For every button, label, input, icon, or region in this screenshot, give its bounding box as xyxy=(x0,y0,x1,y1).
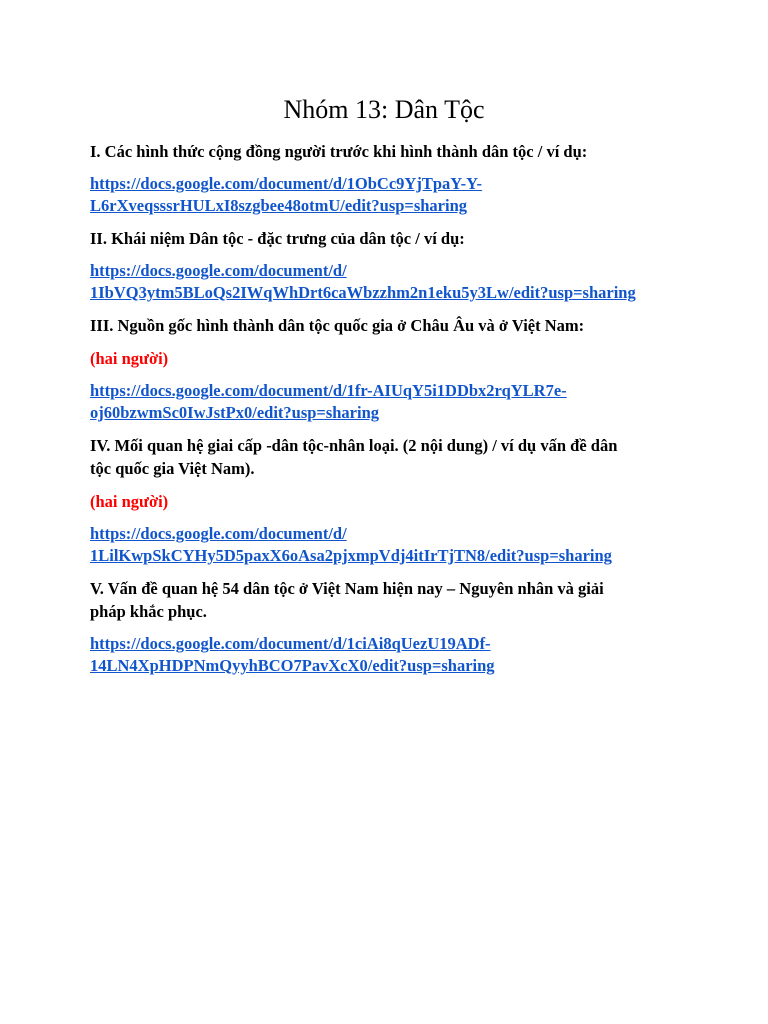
section-3-link-line-1: https://docs.google.com/document/d/1fr-AIUqY5i1DDbx2rqYLR7e- xyxy=(90,381,567,400)
section-4-heading xyxy=(90,434,690,480)
section-5-link-line-1: https://docs.google.com/document/d/1ciAi8qUezU19ADf- xyxy=(90,634,491,653)
section-1-heading: I. Các hình thức cộng đồng người trước khi hình thành dân tộc / ví dụ: xyxy=(90,142,588,161)
section-5-heading-line-2: pháp khắc phục. xyxy=(90,602,207,621)
section-4-link-line-1: https://docs.google.com/document/d/ xyxy=(90,524,347,543)
section-4-link-line-2: 1LilKwpSkCYHy5D5paxX6oAsa2pjxmpVdj4itIrTjTN8/edit?usp=sharing xyxy=(90,546,612,565)
section-3-heading: III. Nguồn gốc hình thành dân tộc quốc gia ở Châu Âu và ở Việt Nam: xyxy=(90,316,585,335)
section-2-link-line-2: 1IbVQ3ytm5BLoQs2IWqWhDrt6caWbzzhm2n1eku5y3Lw/edit?usp=sharing xyxy=(90,283,636,302)
section-3-note: (hai người) xyxy=(90,349,169,368)
section-5-heading xyxy=(90,577,690,623)
section-2-link[interactable] xyxy=(90,260,690,304)
section-4-link[interactable] xyxy=(90,523,690,567)
document-content xyxy=(90,92,690,687)
section-4-heading-line-2: tộc quốc gia Việt Nam). xyxy=(90,459,255,478)
section-1-link-line-2: L6rXveqsssrHULxI8szgbee48otmU/edit?usp=sharing xyxy=(90,196,468,215)
section-1-link-line-1: https://docs.google.com/document/d/1ObCc9YjTpaY-Y- xyxy=(90,174,483,193)
section-5-heading-line-1: V. Vấn đề quan hệ 54 dân tộc ở Việt Nam hiện nay – Nguyên nhân và giải xyxy=(90,579,604,598)
section-1-link[interactable] xyxy=(90,173,690,217)
section-4-heading-line-1: IV. Mối quan hệ giai cấp -dân tộc-nhân loại. (2 nội dung) / ví dụ vấn đề dân xyxy=(90,436,618,455)
section-5-link-line-2: 14LN4XpHDPNmQyyhBCO7PavXcX0/edit?usp=sharing xyxy=(90,656,495,675)
section-3-link-line-2: oj60bzwmSc0IwJstPx0/edit?usp=sharing xyxy=(90,403,380,422)
section-4-note: (hai người) xyxy=(90,492,169,511)
section-5-link[interactable] xyxy=(90,633,690,677)
section-2-link-line-1: https://docs.google.com/document/d/ xyxy=(90,261,347,280)
document-title: Nhóm 13: Dân Tộc xyxy=(283,95,485,124)
section-3-link[interactable] xyxy=(90,380,690,424)
section-2-heading: II. Khái niệm Dân tộc - đặc trưng của dân tộc / ví dụ: xyxy=(90,229,465,248)
